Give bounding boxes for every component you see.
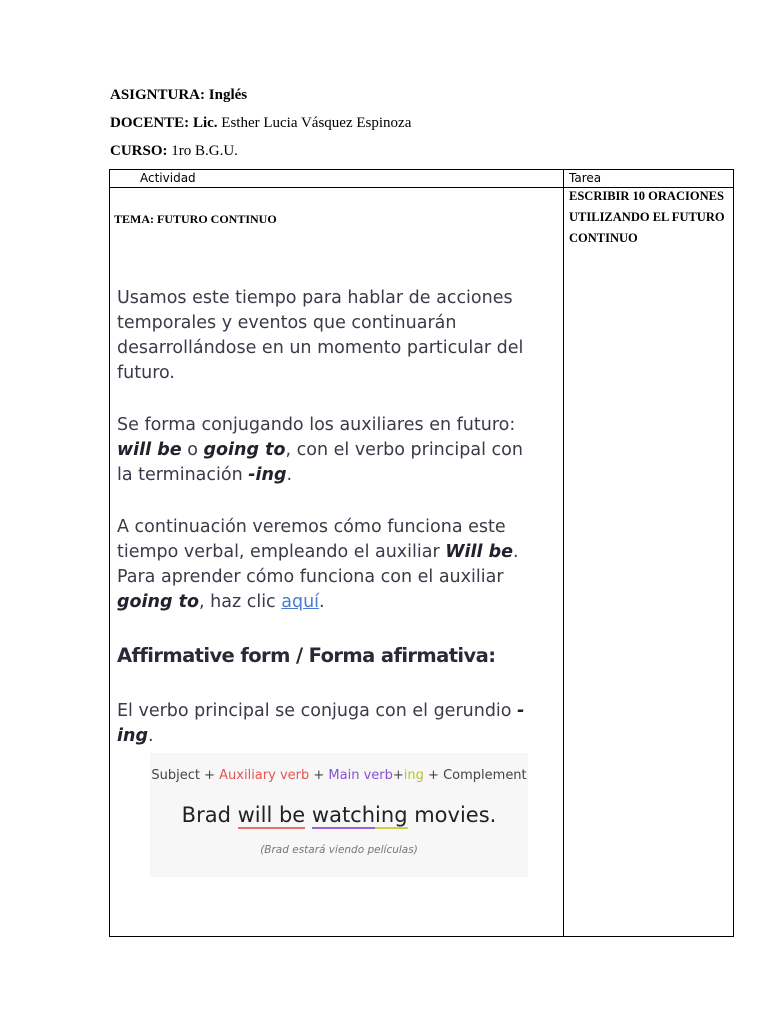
- aux-label: Auxiliary verb: [219, 768, 310, 783]
- example-sentence: Brad will be watching movies.: [181, 803, 497, 827]
- course-value: 1ro B.G.U.: [171, 143, 238, 159]
- paragraph-gerund: El verbo principal se conjuga con el gerundio -ing.: [117, 701, 525, 746]
- activity-table: [109, 169, 734, 937]
- example-translation: (Brad estará viendo películas): [260, 844, 418, 856]
- paragraph-continuation: A continuación veremos cómo funciona este tiempo verbal, empleando el auxiliar Will be. Para aprender cómo funciona con el auxiliar going to, haz clic aquí.: [117, 517, 519, 612]
- structure-formula: Subject + Auxiliary verb + Main verb+ing + Complement: [151, 768, 527, 783]
- structure-figure: [150, 753, 528, 877]
- ing-label: ing: [403, 768, 424, 783]
- subject-value: Inglés: [208, 87, 248, 103]
- col-header-activity: Actividad: [140, 171, 196, 185]
- affirmative-heading: Affirmative form / Forma afirmativa:: [117, 644, 496, 667]
- col-header-task: Tarea: [569, 171, 602, 185]
- topic-title: TEMA: FUTURO CONTINUO: [114, 212, 277, 226]
- task-text: ESCRIBIR 10 ORACIONES UTILIZANDO EL FUTURO CONTINUO: [569, 189, 725, 245]
- subject-label: ASIGNTURA:: [110, 87, 206, 103]
- teacher-name: Esther Lucia Vásquez Espinoza: [221, 115, 412, 131]
- column-divider: [563, 170, 564, 936]
- teacher-label: DOCENTE:: [110, 115, 190, 131]
- main-verb-label: Main verb: [328, 768, 393, 783]
- course-line: [110, 142, 238, 160]
- teacher-title: Lic.: [192, 115, 218, 131]
- course-label: CURSO:: [110, 143, 168, 159]
- paragraph-definition: Usamos este tiempo para hablar de acciones temporales y eventos que continuarán desarrollándose en un momento particular del futuro.: [117, 288, 524, 383]
- teacher-line: [110, 114, 411, 132]
- here-link[interactable]: aquí: [281, 592, 320, 612]
- subject-line: [110, 86, 247, 104]
- paragraph-formation: Se forma conjugando los auxiliares en futuro: will be o going to, con el verbo principal con la terminación -ing.: [117, 415, 523, 485]
